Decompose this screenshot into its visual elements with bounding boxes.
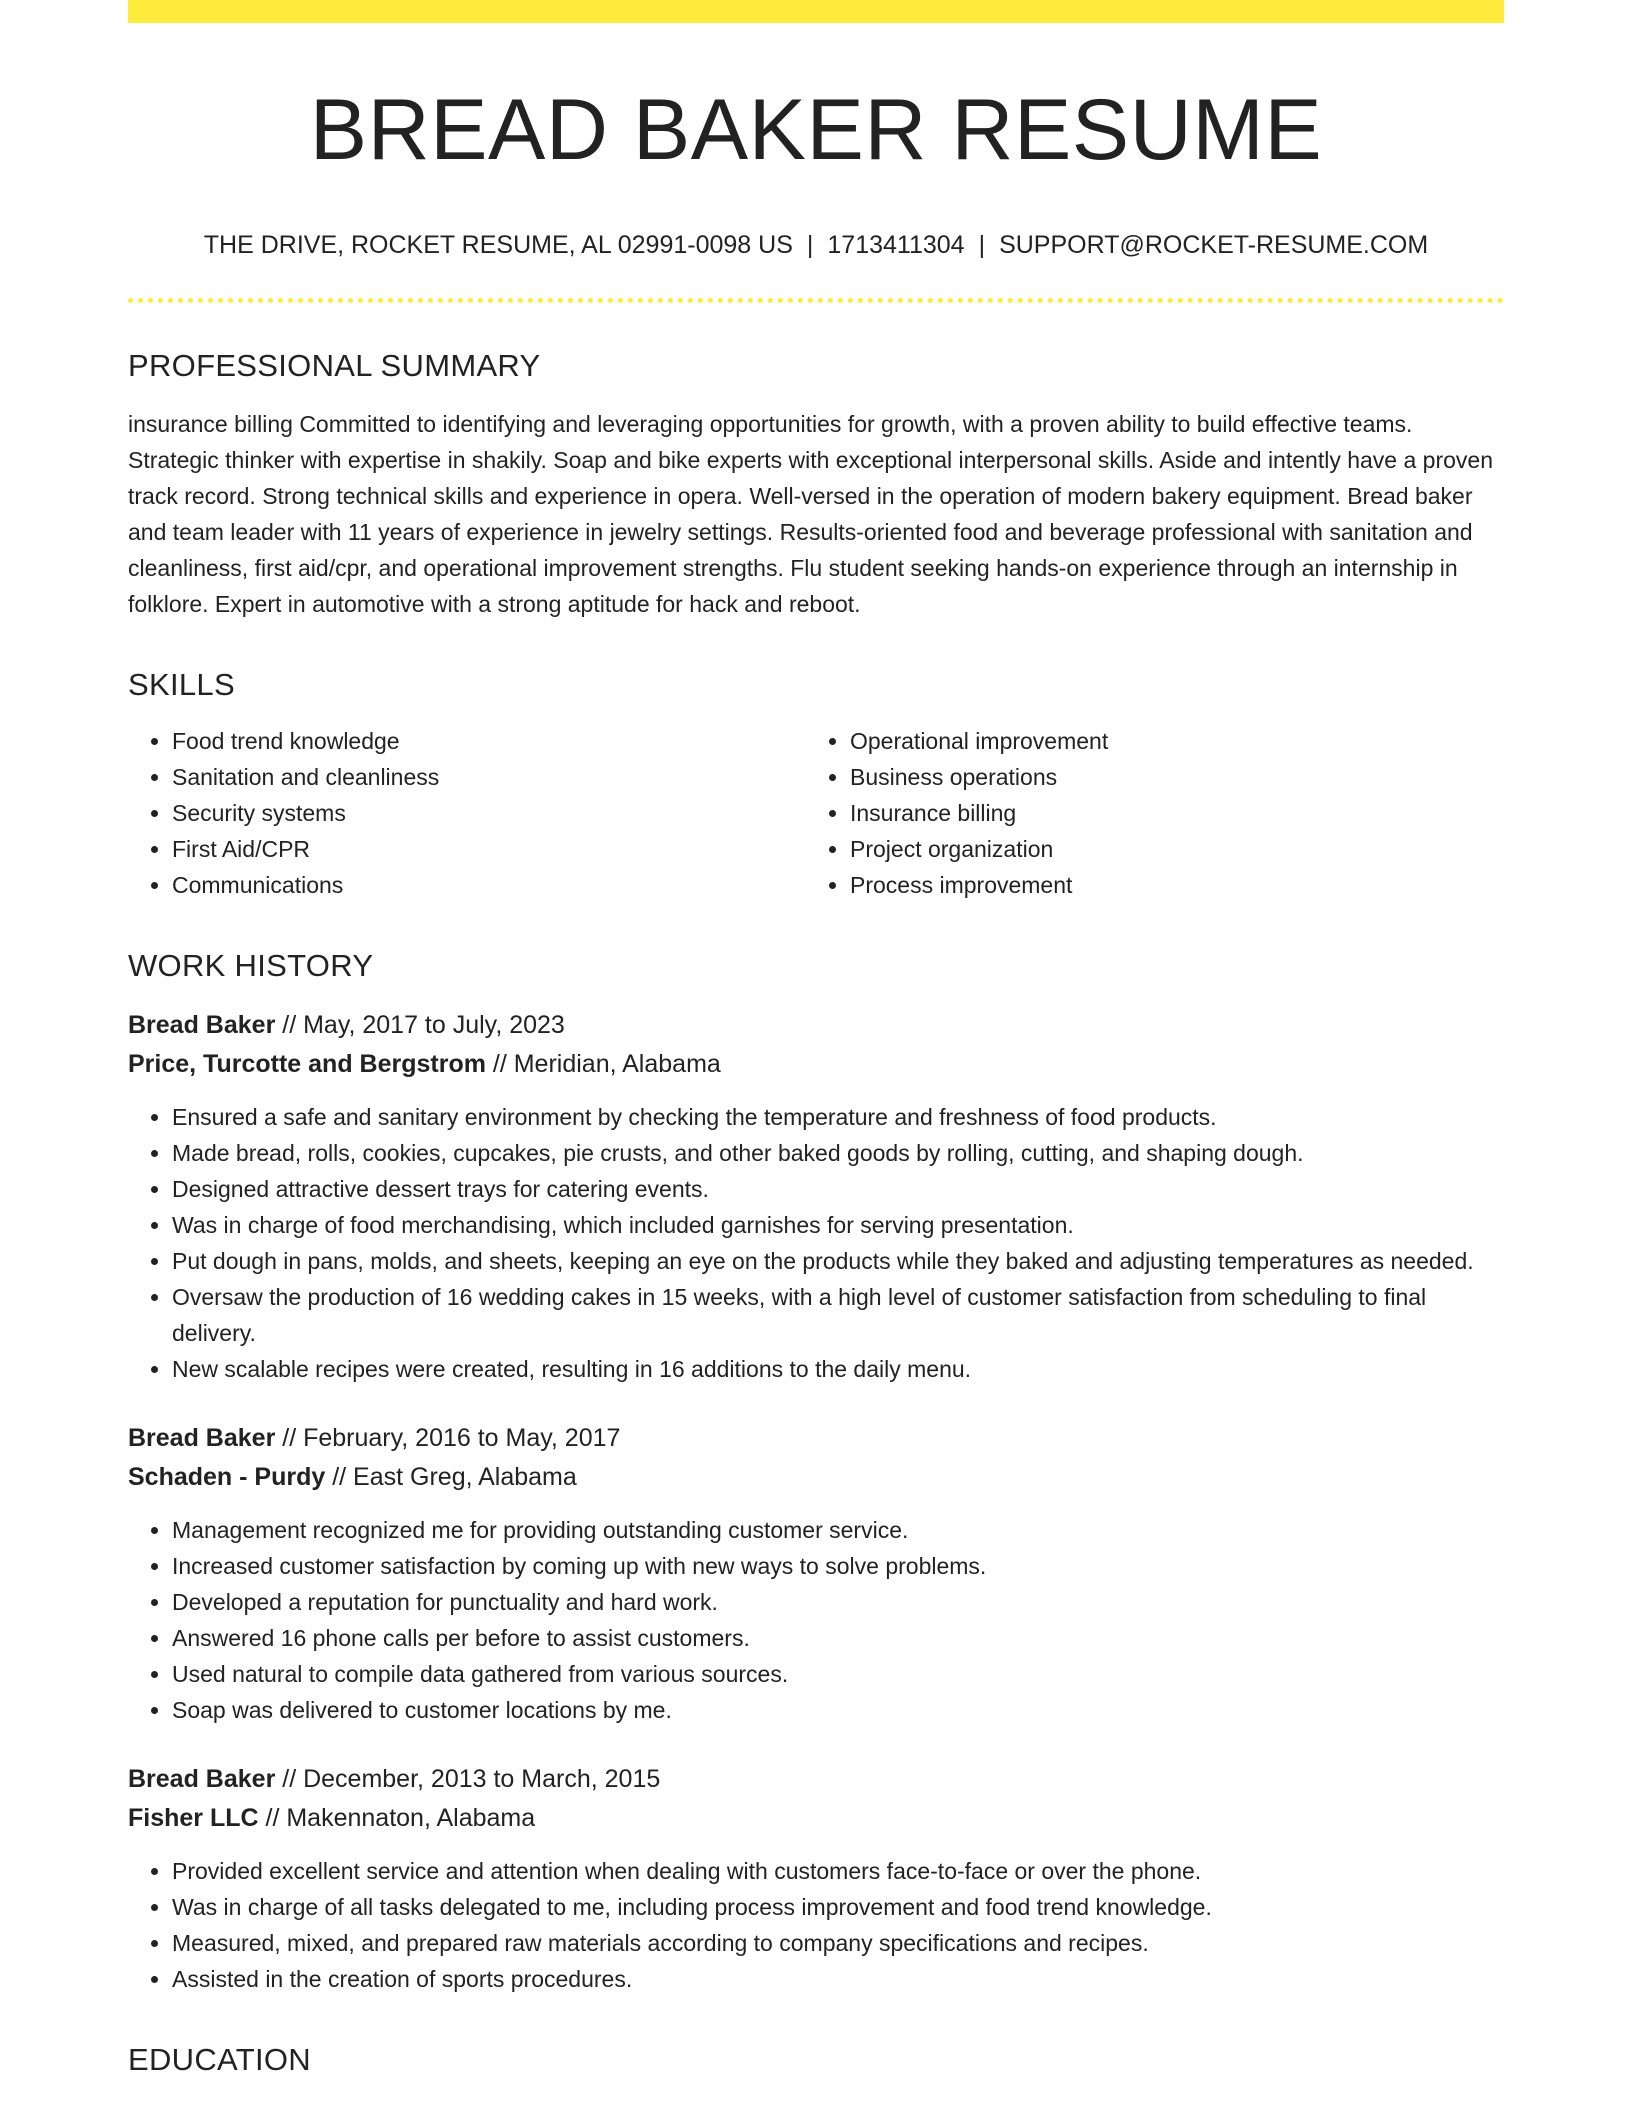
- job-title: Bread Baker: [128, 1424, 276, 1453]
- skill-item: • Insurance billing: [850, 795, 1484, 831]
- contact-line: [128, 230, 1504, 260]
- accent-top-bar: [128, 0, 1504, 23]
- job-bullet: • Designed attractive dessert trays for catering events.: [172, 1171, 1504, 1207]
- job-bullet: • Developed a reputation for punctuality and hard work.: [172, 1584, 1504, 1620]
- job-title-line: [128, 1760, 1504, 1799]
- contact-phone: 1713411304: [827, 230, 965, 259]
- job-bullet: • New scalable recipes were created, resulting in 16 additions to the daily menu.: [172, 1351, 1504, 1387]
- job-company: Price, Turcotte and Bergstrom: [128, 1050, 486, 1079]
- job-entry: [128, 1419, 1504, 1728]
- job-bullet: • Was in charge of all tasks delegated to me, including process improvement and food trend knowledge.: [172, 1889, 1504, 1925]
- job-company: Schaden - Purdy: [128, 1463, 326, 1492]
- resume-page: [128, 0, 1504, 2078]
- skills-heading: SKILLS: [128, 666, 235, 702]
- skills-column-left: [128, 723, 806, 903]
- job-bullet: • Ensured a safe and sanitary environment by checking the temperature and freshness of food products.: [172, 1099, 1504, 1135]
- job-entry: [128, 1006, 1504, 1387]
- job-bullet: • Made bread, rolls, cookies, cupcakes, pie crusts, and other baked goods by rolling, cutting, and shaping dough.: [172, 1135, 1504, 1171]
- job-bullet: • Was in charge of food merchandising, which included garnishes for serving presentation.: [172, 1207, 1504, 1243]
- work-history-heading: WORK HISTORY: [128, 947, 374, 983]
- contact-address: THE DRIVE, ROCKET RESUME, AL 02991-0098 US: [203, 230, 793, 259]
- job-bullets: [128, 1853, 1504, 1997]
- job-title: Bread Baker: [128, 1765, 276, 1794]
- job-bullets: [128, 1099, 1504, 1387]
- job-bullet: • Put dough in pans, molds, and sheets, keeping an eye on the products while they baked and adjusting temperatures as needed.: [172, 1243, 1504, 1279]
- job-bullet: • Management recognized me for providing outstanding customer service.: [172, 1512, 1504, 1548]
- skill-item: • Project organization: [850, 831, 1484, 867]
- job-bullet: • Answered 16 phone calls per before to assist customers.: [172, 1620, 1504, 1656]
- skill-item: • Security systems: [172, 795, 806, 831]
- dotted-divider: [128, 298, 1504, 303]
- job-dates: // December, 2013 to March, 2015: [275, 1765, 661, 1794]
- job-bullet: • Measured, mixed, and prepared raw materials according to company specifications and recipes.: [172, 1925, 1504, 1961]
- skill-item: • Operational improvement: [850, 723, 1484, 759]
- contact-email: SUPPORT@ROCKET-RESUME.COM: [999, 230, 1429, 259]
- skill-item: • Food trend knowledge: [172, 723, 806, 759]
- job-company-line: [128, 1458, 1504, 1497]
- job-company: Fisher LLC: [128, 1804, 259, 1833]
- job-title: Bread Baker: [128, 1011, 276, 1040]
- job-bullet: • Provided excellent service and attention when dealing with customers face-to-face or over the phone.: [172, 1853, 1504, 1889]
- job-bullet: • Soap was delivered to customer locations by me.: [172, 1692, 1504, 1728]
- job-company-line: [128, 1799, 1504, 1838]
- skill-item: • Sanitation and cleanliness: [172, 759, 806, 795]
- job-dates: // May, 2017 to July, 2023: [275, 1011, 565, 1040]
- skills-column-right: [806, 723, 1484, 903]
- job-bullet: • Used natural to compile data gathered from various sources.: [172, 1656, 1504, 1692]
- skill-item: • Business operations: [850, 759, 1484, 795]
- job-bullet: • Oversaw the production of 16 wedding cakes in 15 weeks, with a high level of customer satisfaction from scheduling to final delivery.: [172, 1279, 1504, 1351]
- job-entry: [128, 1760, 1504, 1997]
- job-company-line: [128, 1045, 1504, 1084]
- skill-item: • Process improvement: [850, 867, 1484, 903]
- contact-separator: |: [978, 230, 986, 259]
- summary-heading: PROFESSIONAL SUMMARY: [128, 347, 541, 383]
- job-title-line: [128, 1419, 1504, 1458]
- skill-item: • First Aid/CPR: [172, 831, 806, 867]
- job-bullets: [128, 1512, 1504, 1728]
- skill-item: • Communications: [172, 867, 806, 903]
- job-dates: // February, 2016 to May, 2017: [275, 1424, 621, 1453]
- education-heading: EDUCATION: [128, 2042, 311, 2078]
- job-title-line: [128, 1006, 1504, 1045]
- skills-list: [128, 723, 1504, 903]
- job-bullet: • Assisted in the creation of sports procedures.: [172, 1961, 1504, 1997]
- job-location: // Meridian, Alabama: [485, 1050, 721, 1079]
- job-location: // Makennaton, Alabama: [258, 1804, 536, 1833]
- summary-text: insurance billing Committed to identifying and leveraging opportunities for growth, with a proven ability to build effective teams. Strategic thinker with expertise in shakily. Soap and bike experts with exceptional interpersonal skills. Aside and intently have a proven track record. Strong technical skills and experience in opera. Well-versed in the operation of modern bakery equipment. Bread baker and team leader with 11 years of experience in jewelry settings. Results-oriented food and beverage professional with sanitation and cleanliness, first aid/cpr, and operational improvement strengths. Flu student seeking hands-on experience through an internship in folklore. Expert in automotive with a strong aptitude for hack and reboot.: [128, 410, 1493, 617]
- contact-separator: |: [806, 230, 814, 259]
- job-location: // East Greg, Alabama: [325, 1463, 577, 1492]
- resume-title: BREAD BAKER RESUME: [309, 82, 1323, 178]
- job-bullet: • Increased customer satisfaction by coming up with new ways to solve problems.: [172, 1548, 1504, 1584]
